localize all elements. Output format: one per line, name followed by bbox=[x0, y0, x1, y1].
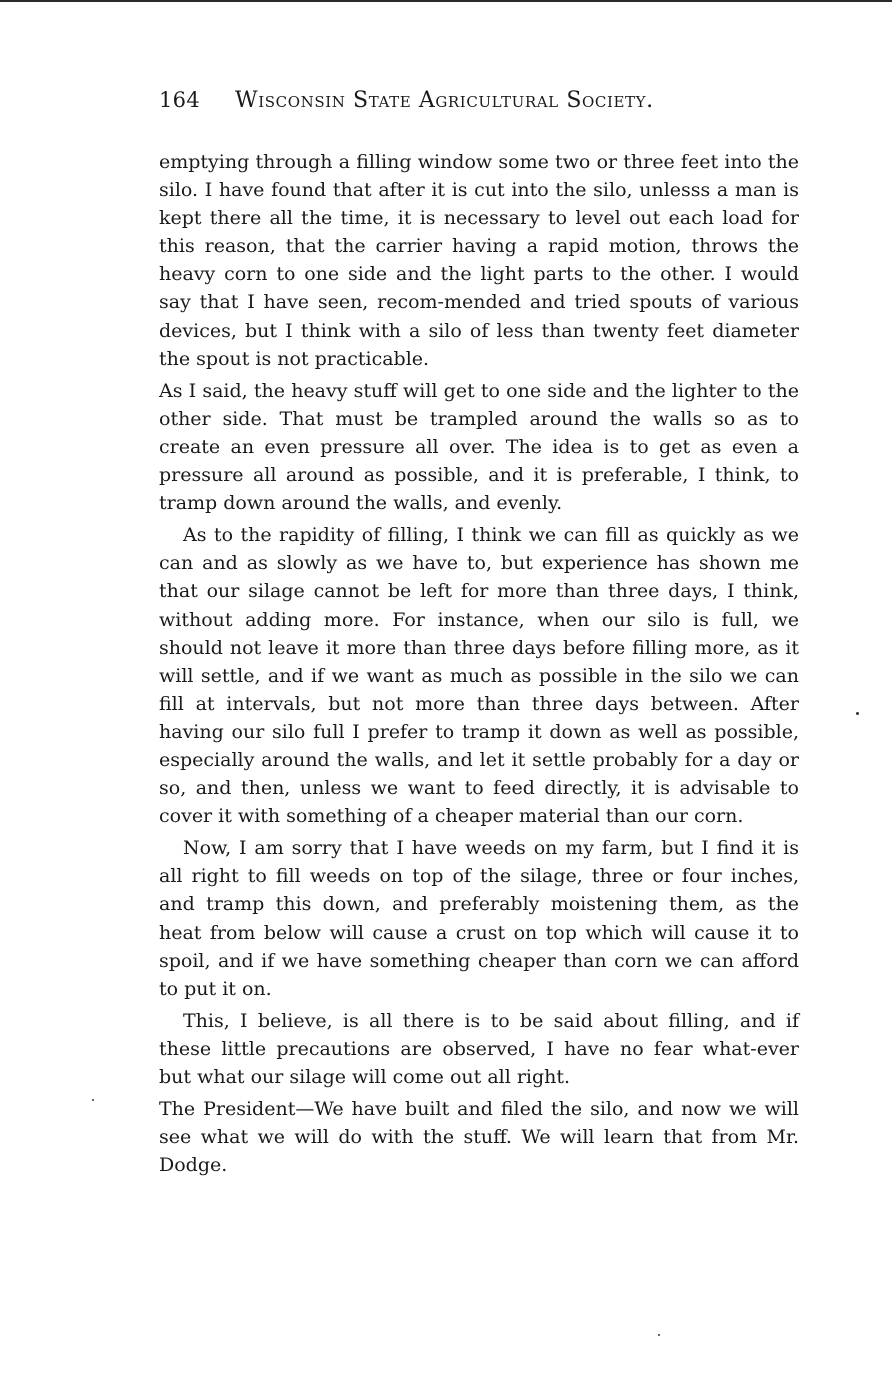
paragraph-6: The President—We have built and filed the silo, and now we will see what we will do with the stuff. We will learn that from Mr. Dodge. bbox=[159, 1098, 799, 1177]
running-title: Wisconsin State Agricultural Society. bbox=[235, 88, 654, 113]
running-head bbox=[159, 88, 799, 120]
scan-speck bbox=[658, 1334, 660, 1336]
scan-speck bbox=[92, 1099, 94, 1101]
paragraph-5: This, I believe, is all there is to be said about filling, and if these little precautions are observed, I have no fear what-ever but what our silage will come out all right. bbox=[159, 1009, 799, 1088]
book-page bbox=[159, 88, 799, 1179]
paragraph-4: Now, I am sorry that I have weeds on my farm, but I find it is all right to fill weeds on top of the silage, three or four inches, and tramp this down, and preferably moistening them, as the heat from below will cause a crust on top which will cause it to spoil, and if we have something cheaper than corn we can afford to put it on. bbox=[159, 837, 799, 1000]
paragraph-3: As to the rapidity of filling, I think we can fill as quickly as we can and as slowly as we have to, but experience has shown me that our silage cannot be left for more than three days, I think, without adding more. For instance, when our silo is full, we should not leave it more than three days before filling more, as it will settle, and if we want as much as possible in the silo we can fill at intervals, but not more than three days between. After having our silo full I prefer to tramp it down as well as possible, especially around the walls, and let it settle probably for a day or so, and then, unless we want to feed directly, it is advisable to cover it with something of a cheaper material than our corn. bbox=[159, 524, 799, 828]
page-top-edge bbox=[0, 0, 892, 2]
paragraph-2: As I said, the heavy stuff will get to one side and the lighter to the other side. That must be trampled around the walls so as to create an even pressure all over. The idea is to get as even a pressure all around as possible, and it is preferable, I think, to tramp down around the walls, and evenly. bbox=[159, 379, 799, 515]
paragraph-1: emptying through a filling window some two or three feet into the silo. I have found that after it is cut into the silo, unlesss a man is kept there all the time, it is necessary to level out each load for this reason, that the carrier having a rapid motion, throws the heavy corn to one side and the light parts to the other. I would say that I have seen, recom-mended and tried spouts of various devices, but I think with a silo of less than twenty feet diameter the spout is not practicable. bbox=[159, 151, 799, 370]
page-number: 164 bbox=[159, 88, 200, 112]
scan-speck bbox=[856, 712, 859, 715]
